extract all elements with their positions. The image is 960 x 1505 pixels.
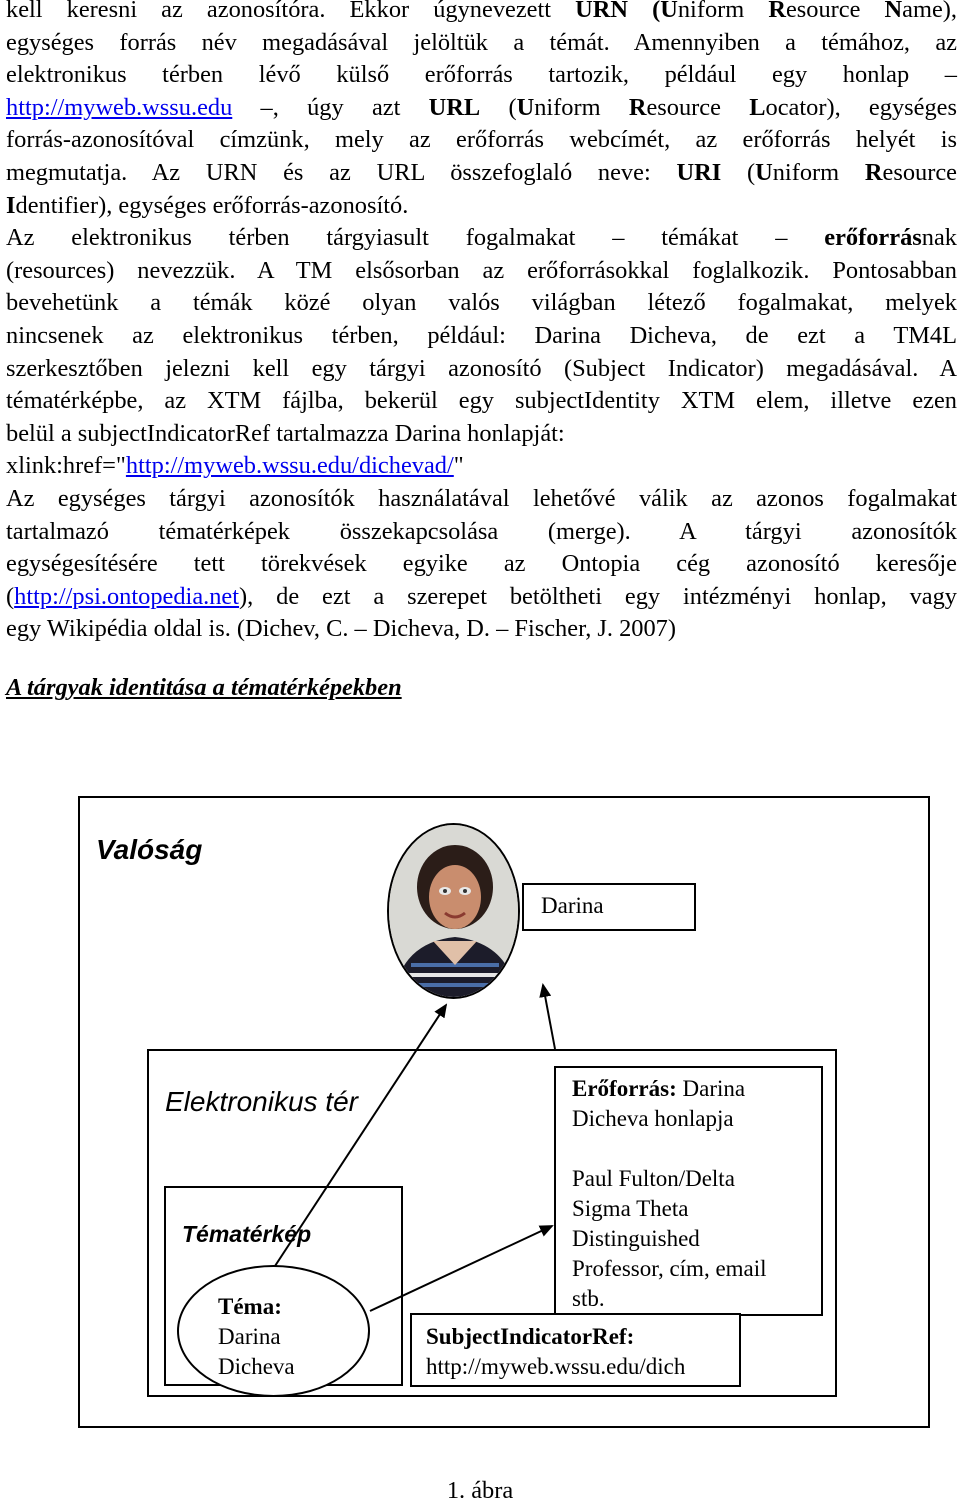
line: belül a subjectIndicatorRef tartalmazza Darina honlapját:	[6, 419, 565, 447]
line: tartalmazó tématérképek összekapcsolása (merge). A tárgyi azonosítók	[6, 517, 957, 545]
reality-label: Valóság	[96, 834, 203, 865]
line: tématérképbe, az XTM fájlba, bekerül egy subjectIdentity XTM elem, illetve ezen	[6, 387, 957, 415]
resource-text: Erőforrás: Darina Dicheva honlapja Paul Fulton/Delta Sigma Theta Distinguished Professor, cím, email stb.	[572, 1076, 767, 1311]
arrow-topic-to-photo	[275, 1005, 446, 1266]
line: Identifier), egységes erőforrás-azonosító.	[6, 191, 409, 219]
line: elektronikus térben lévő külső erőforrás tartozik, például egy honlap –	[6, 61, 957, 89]
subject-indicator-ref-text: SubjectIndicatorRef: http://myweb.wssu.edu/dich	[426, 1324, 686, 1379]
arrow-sir-to-darina	[543, 985, 555, 1049]
dichevad-link[interactable]: http://myweb.wssu.edu/dichevad/	[125, 452, 454, 480]
line: egységesítésére tett törekvések egyike az Ontopia cég azonosító keresője	[6, 550, 957, 578]
figure-caption: 1. ábra	[446, 1477, 514, 1504]
myweb-link[interactable]: http://myweb.wssu.edu	[6, 93, 233, 121]
line: Az elektronikus térben tárgyiasult fogalmakat – témákat – erőforrásnak	[6, 224, 957, 252]
ontopedia-link[interactable]: http://psi.ontopedia.net	[14, 582, 240, 610]
arrow-topic-to-resource	[370, 1226, 552, 1311]
topic-map-label: Tématérkép	[182, 1221, 312, 1247]
darina-label: Darina	[541, 893, 604, 918]
line: (http://psi.ontopedia.net), de ezt a szerepet betöltheti egy intézményi honlap, vagy	[6, 582, 957, 610]
line: egységes forrás név megadásával jelöltük a témát. Amennyiben a témához, az	[6, 28, 957, 56]
line: Az egységes tárgyi azonosítók használatával lehetővé válik az azonos fogalmakat	[6, 484, 957, 512]
line: forrás-azonosítóval címzünk, mely az erőforrás webcímét, az erőforrás helyét is	[6, 126, 957, 154]
electronic-space-label: Elektronikus tér	[165, 1086, 358, 1117]
line: megmutatja. Az URN és az URL összefoglaló neve: URI (Uniform Resource	[6, 158, 957, 186]
line: nincsenek az elektronikus térben, például: Darina Dicheva, de ezt a TM4L	[6, 321, 957, 349]
line: szerkesztőben jelezni kell egy tárgyi azonosító (Subject Indicator) megadásával. A	[6, 354, 957, 382]
topic-text: Téma: Darina Dicheva	[218, 1294, 295, 1379]
line: kell keresni az azonosítóra. Ekkor úgynevezett URN (Uniform Resource Name),	[6, 0, 958, 23]
section-title: A tárgyak identitása a tématérképekben	[6, 674, 402, 701]
line: xlink:href="http://myweb.wssu.edu/dichevad/"	[6, 452, 464, 480]
line: bevehetünk a témák közé olyan valós világban létező fogalmakat, melyek	[6, 289, 957, 317]
line: http://myweb.wssu.edu –, úgy azt URL (Uniform Resource Locator), egységes	[6, 93, 957, 121]
line: (resources) nevezzük. A TM elsősorban az erőforrásokkal foglalkozik. Pontosabban	[6, 256, 957, 284]
line: egy Wikipédia oldal is. (Dichev, C. – Dicheva, D. – Fischer, J. 2007)	[6, 615, 677, 643]
